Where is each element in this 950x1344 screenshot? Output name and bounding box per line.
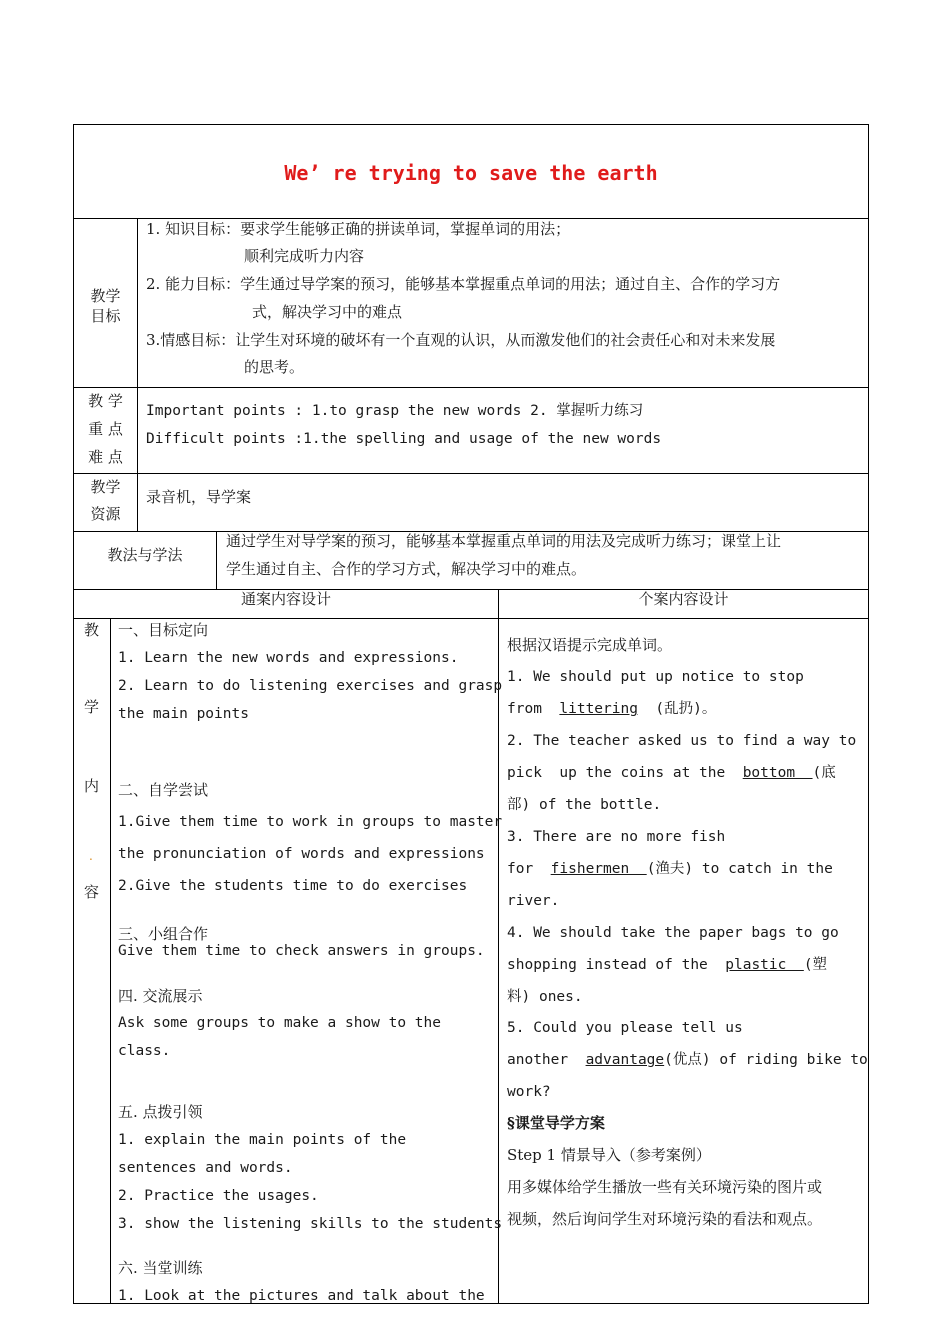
group-item: Give them time to check answers in groups. [118, 943, 485, 959]
content-label-char: 容 [84, 883, 100, 901]
exercise-q5-cont [507, 1050, 868, 1070]
decorative-dot: . [89, 849, 93, 863]
objective-emotion: 3.情感目标：让学生对环境的破坏有一个直观的认识，从而激发他们的社会责任心和对未来发展 [146, 331, 776, 349]
row-divider [73, 473, 869, 474]
exercise-q3: 3. There are no more fish [507, 829, 726, 845]
selfstudy-item-1: 1.Give them time to work in groups to master [118, 814, 503, 830]
difficult-points: Difficult points :1.the spelling and usage of the new words [146, 431, 662, 447]
objectives-label-line: 目标 [90, 307, 121, 325]
content-label-char: 学 [84, 698, 100, 716]
exercise-q1-cont [507, 699, 716, 719]
exercise-q3-cont [507, 859, 833, 879]
content-label-char: 教 [84, 621, 100, 639]
step1-title: Step 1 情景导入（参考案例） [507, 1146, 711, 1164]
q3-text: for [507, 861, 551, 877]
table-top-border [73, 124, 869, 125]
goal-item-1: 1. Learn the new words and expressions. [118, 650, 459, 666]
guide-item-3: 3. show the listening skills to the students [118, 1216, 503, 1232]
practice-item-1: 1. Look at the pictures and talk about the [118, 1288, 485, 1304]
header-individual-design: 个案内容设计 [638, 590, 729, 608]
exercise-q5-end: work? [507, 1084, 551, 1100]
methods-text-line2: 学生通过自主、合作的学习方式，解决学习中的难点。 [226, 560, 587, 578]
objectives-label-line: 教学 [90, 287, 121, 305]
exercise-q5: 5. Could you please tell us [507, 1020, 743, 1036]
table-right-border [868, 124, 869, 1304]
content-label-divider [110, 618, 111, 1304]
section-practice-title: 六. 当堂训练 [118, 1259, 203, 1277]
exercise-q4-end: 料) ones. [507, 989, 583, 1005]
page-title: We’ re trying to save the earth [284, 161, 658, 185]
key-points-label-line: 教 学 [88, 392, 123, 410]
objective-emotion-cont: 的思考。 [244, 358, 305, 376]
row-divider [73, 387, 869, 388]
exercise-q1: 1. We should put up notice to stop [507, 669, 804, 685]
step1-line1: 用多媒体给学生播放一些有关环境污染的图片或 [507, 1178, 823, 1196]
resources-label-line: 教学 [90, 478, 121, 496]
q1-text: from [507, 701, 560, 717]
header-general-design: 通案内容设计 [240, 590, 331, 608]
exercise-q4: 4. We should take the paper bags to go [507, 925, 839, 941]
guide-item-1: 1. explain the main points of the [118, 1132, 407, 1148]
objective-ability-cont: 式，解决学习中的难点 [252, 303, 403, 321]
q5-answer: advantage [585, 1052, 665, 1068]
exercise-q4-cont [507, 955, 827, 975]
methods-col-divider [216, 531, 217, 589]
resources-label [74, 474, 137, 528]
selfstudy-item-2: 2.Give the students time to do exercises [118, 878, 468, 894]
q3-answer: fishermen [550, 861, 647, 877]
methods-text-line1: 通过学生对导学案的预习，能够基本掌握重点单词的用法及完成听力练习；课堂上让 [226, 532, 782, 550]
goal-item-2: 2. Learn to do listening exercises and grasp [118, 678, 503, 694]
q1-answer: littering [559, 701, 638, 717]
content-label-char: 内 [84, 777, 100, 795]
exercise-q3-end: river. [507, 893, 560, 909]
methods-label: 教法与学法 [107, 546, 183, 564]
show-item-cont: class. [118, 1043, 171, 1059]
q1-hint: (乱扔)。 [637, 701, 717, 717]
q4-answer: plastic [725, 957, 804, 973]
content-col-divider [498, 589, 499, 1304]
key-points-label [74, 387, 137, 471]
goal-item-2-cont: the main points [118, 706, 249, 722]
section-goal-title: 一、目标定向 [118, 621, 209, 639]
exercise-q2-end: 部) of the bottle. [507, 797, 662, 813]
q4-hint: (塑 [803, 957, 828, 973]
q2-answer: bottom [742, 765, 813, 781]
objective-knowledge: 1. 知识目标：要求学生能够正确的拼读单词，掌握单词的用法； [146, 220, 571, 238]
exercise-q2: 2. The teacher asked us to find a way to [507, 733, 857, 749]
objective-knowledge-cont: 顺利完成听力内容 [244, 247, 365, 265]
q4-text: shopping instead of the [507, 957, 726, 973]
guide-plan-title: §课堂导学方案 [507, 1114, 605, 1132]
resources-text: 录音机，导学案 [146, 488, 252, 506]
q3-hint: (渔夫) to catch in the [646, 861, 833, 877]
exercise-q2-cont [507, 763, 836, 783]
q5-text: another [507, 1052, 586, 1068]
q5-hint: (优点) of riding bike to [664, 1052, 868, 1068]
show-item: Ask some groups to make a show to the [118, 1015, 442, 1031]
section-guide-title: 五. 点拨引领 [118, 1103, 203, 1121]
objective-ability: 2. 能力目标：学生通过导学案的预习，能够基本掌握重点单词的用法；通过自主、合作的学习方 [146, 275, 781, 293]
selfstudy-item-1-cont: the pronunciation of words and expressions [118, 846, 485, 862]
important-points: Important points : 1.to grasp the new words 2. 掌握听力练习 [146, 403, 644, 419]
key-points-label-line: 难 点 [88, 448, 123, 466]
step1-line2: 视频，然后询问学生对环境污染的看法和观点。 [507, 1210, 823, 1228]
q2-hint: (底 [812, 765, 836, 781]
section-selfstudy-title: 二、自学尝试 [118, 781, 209, 799]
q2-text: pick up the coins at the [507, 765, 743, 781]
resources-label-line: 资源 [90, 505, 121, 523]
guide-item-1-cont: sentences and words. [118, 1160, 293, 1176]
section-group-title: 三、小组合作 [118, 925, 209, 943]
objectives-label [74, 286, 137, 326]
key-points-label-line: 重 点 [88, 420, 123, 438]
label-col-divider [137, 218, 138, 531]
exercise-intro: 根据汉语提示完成单词。 [507, 636, 673, 654]
guide-item-2: 2. Practice the usages. [118, 1188, 319, 1204]
section-show-title: 四. 交流展示 [118, 987, 203, 1005]
row-divider [73, 618, 869, 619]
